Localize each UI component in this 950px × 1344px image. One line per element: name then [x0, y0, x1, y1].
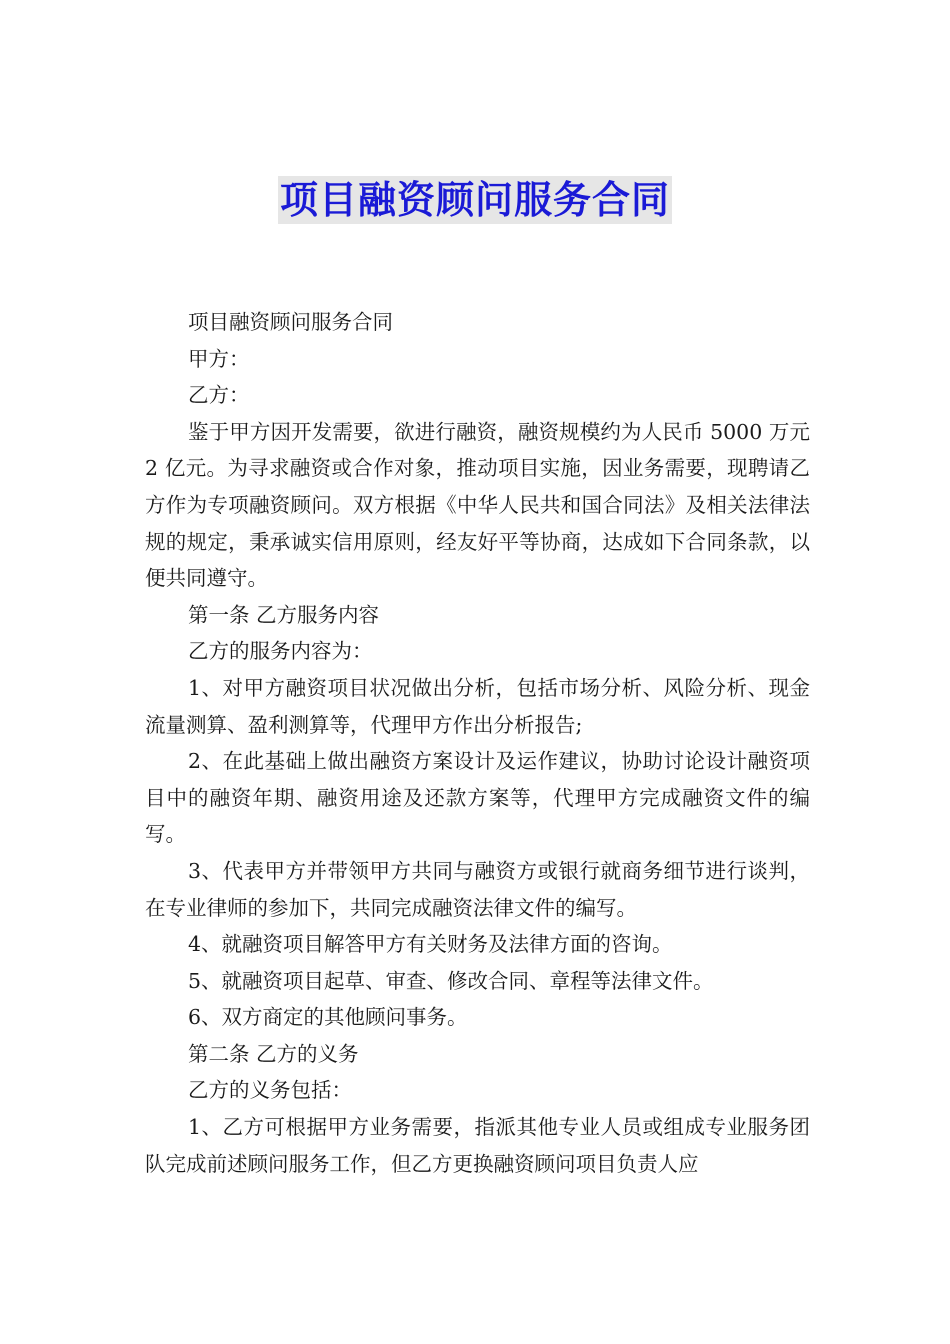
document-body: [145, 304, 810, 1182]
paragraph-duty-1: 1、乙方可根据甲方业务需要，指派其他专业人员或组成专业服务团队完成前述顾问服务工作，但乙方更换融资顾问项目负责人应: [145, 1115, 810, 1176]
paragraph-service-3: 3、代表甲方并带领甲方共同与融资方或银行就商务细节进行谈判，在专业律师的参加下，共同完成融资法律文件的编写。: [145, 858, 810, 920]
paragraph-party-b: 乙方：: [188, 383, 250, 408]
title-container: [0, 176, 950, 224]
paragraph-service-1: 1、对甲方融资项目状况做出分析，包括市场分析、风险分析、现金流量测算、盈利测算等，代理甲方作出分析报告;: [145, 675, 810, 737]
paragraph-service-5: 5、就融资项目起草、审查、修改合同、章程等法律文件。: [188, 968, 714, 993]
paragraph-service-6: 6、双方商定的其他顾问事务。: [188, 1005, 468, 1030]
paragraph-preamble: 鉴于甲方因开发需要，欲进行融资，融资规模约为人民币 5000 万元 2 亿元。为寻求融资或合作对象，推动项目实施，因业务需要，现聘请乙方作为专项融资顾问。双方根据《中华人民共和国合同法》及相关法律法规的规定，秉承诚实信用原则，经友好平等协商，达成如下合同条款，以便共同遵守。: [145, 419, 810, 591]
document-title: 项目融资顾问服务合同: [279, 178, 670, 222]
paragraph-service-4: 4、就融资项目解答甲方有关财务及法律方面的咨询。: [188, 932, 673, 957]
paragraph-service-intro: 乙方的服务内容为：: [188, 639, 373, 664]
paragraph-duty-intro: 乙方的义务包括：: [188, 1078, 352, 1103]
paragraph-heading: 项目融资顾问服务合同: [188, 310, 393, 334]
paragraph-service-2: 2、在此基础上做出融资方案设计及运作建议，协助讨论设计融资项目中的融资年期、融资用途及还款方案等，代理甲方完成融资文件的编写。: [145, 749, 810, 847]
paragraph-article-2: 第二条 乙方的义务: [188, 1041, 359, 1066]
paragraph-article-1: 第一条 乙方服务内容: [188, 602, 380, 627]
paragraph-party-a: 甲方：: [188, 346, 250, 371]
